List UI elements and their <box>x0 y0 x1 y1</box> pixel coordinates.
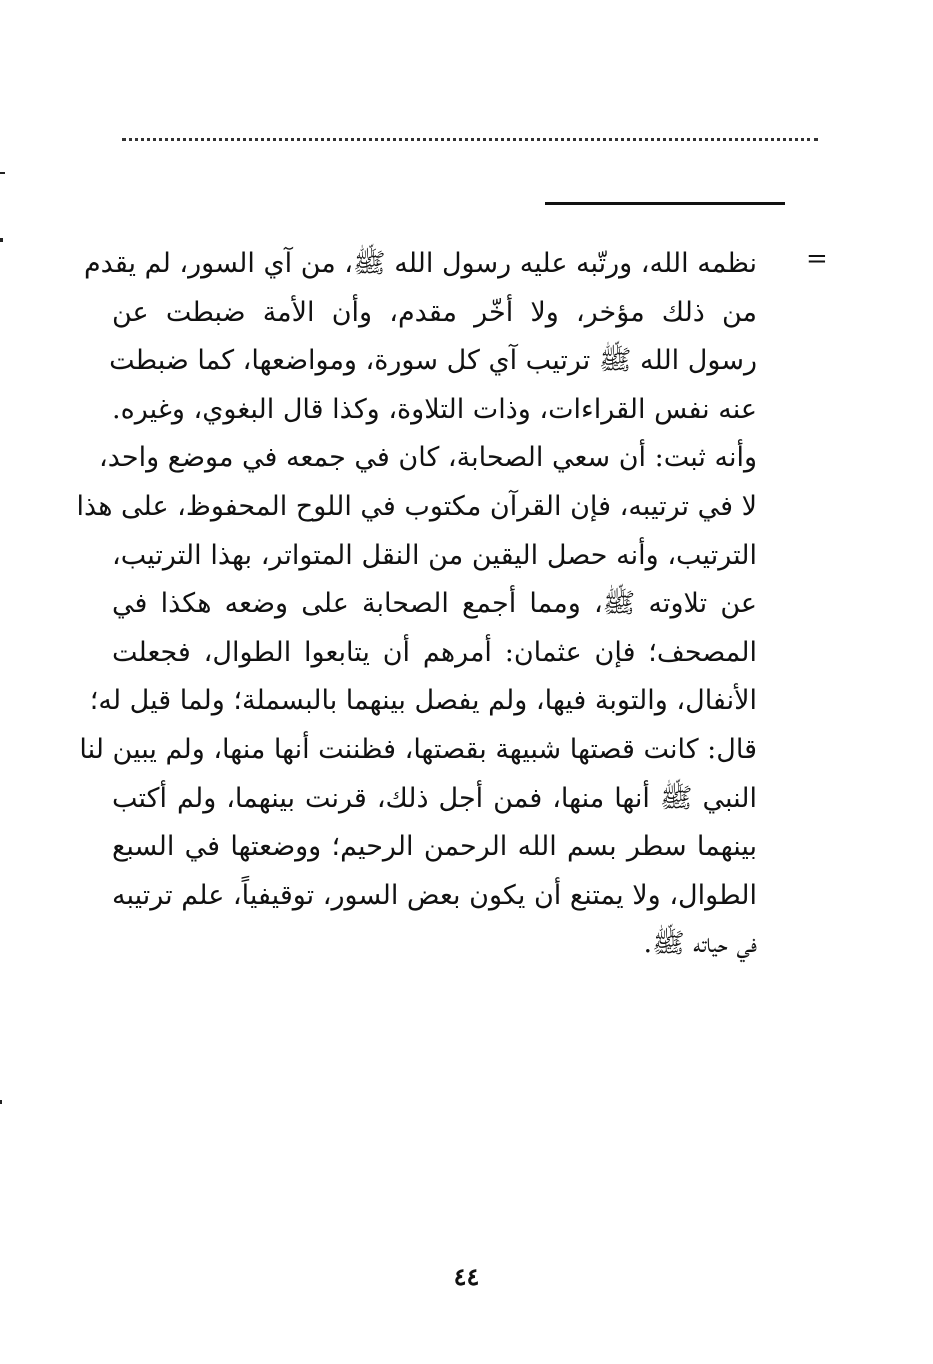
text-line: الأنفال، والتوبة فيها، ولم يفصل بينهما بالبسملة؛ ولما قيل له؛ <box>89 685 757 717</box>
text-line: من ذلك مؤخر، ولا أخّر مقدم، وأن الأمة ضبطت عن <box>112 296 757 328</box>
text-line: نظمه الله، ورتّبه عليه رسول الله ﷺ، من آي السور، لم يقدم <box>83 248 757 279</box>
text-line: عنه نفس القراءات، وذات التلاوة، وكذا قال البغوي، وغيره. <box>112 393 757 425</box>
text-line: وأنه ثبت: أن سعي الصحابة، كان في جمعه في موضع واحد، <box>99 442 757 474</box>
text-line: لا في ترتيبه، فإن القرآن مكتوب في اللوح المحفوظ، على هذا <box>76 490 757 522</box>
text-line: في حياته ﷺ. <box>643 928 757 960</box>
scan-edge-mark <box>0 1100 2 1104</box>
scan-edge-mark <box>0 172 5 174</box>
continuation-mark: = <box>806 244 828 274</box>
text-line: الترتيب، وأنه حصل اليقين من النقل المتواتر، بهذا الترتيب، <box>112 539 757 571</box>
text-line: قال: كانت قصتها شبيهة بقصتها، فظننت أنها منها، ولم يبين لنا <box>79 733 757 765</box>
footnote-separator-rule <box>545 202 785 205</box>
text-line: النبي ﷺ أنها منها، فمن أجل ذلك، قرنت بينهما، ولم أكتب <box>112 782 757 814</box>
footnote-text <box>76 240 757 969</box>
text-line: بينهما سطر بسم الله الرحمن الرحيم؛ ووضعتها في السبع <box>112 831 757 863</box>
text-line: المصحف؛ فإن عثمان: أمرهم أن يتابعوا الطوال، فجعلت <box>112 636 757 668</box>
dotted-separator <box>122 138 818 141</box>
text-line: رسول الله ﷺ ترتيب آي كل سورة، ومواضعها، كما ضبطت <box>109 345 757 377</box>
page-number: ٤٤ <box>453 1262 480 1291</box>
text-line: عن تلاوته ﷺ، ومما أجمع الصحابة على وضعه هكذا في <box>112 588 757 620</box>
scan-edge-mark <box>0 238 3 242</box>
text-line: الطوال، ولا يمتنع أن يكون بعض السور، توقيفياً، علم ترتيبه <box>112 879 757 911</box>
